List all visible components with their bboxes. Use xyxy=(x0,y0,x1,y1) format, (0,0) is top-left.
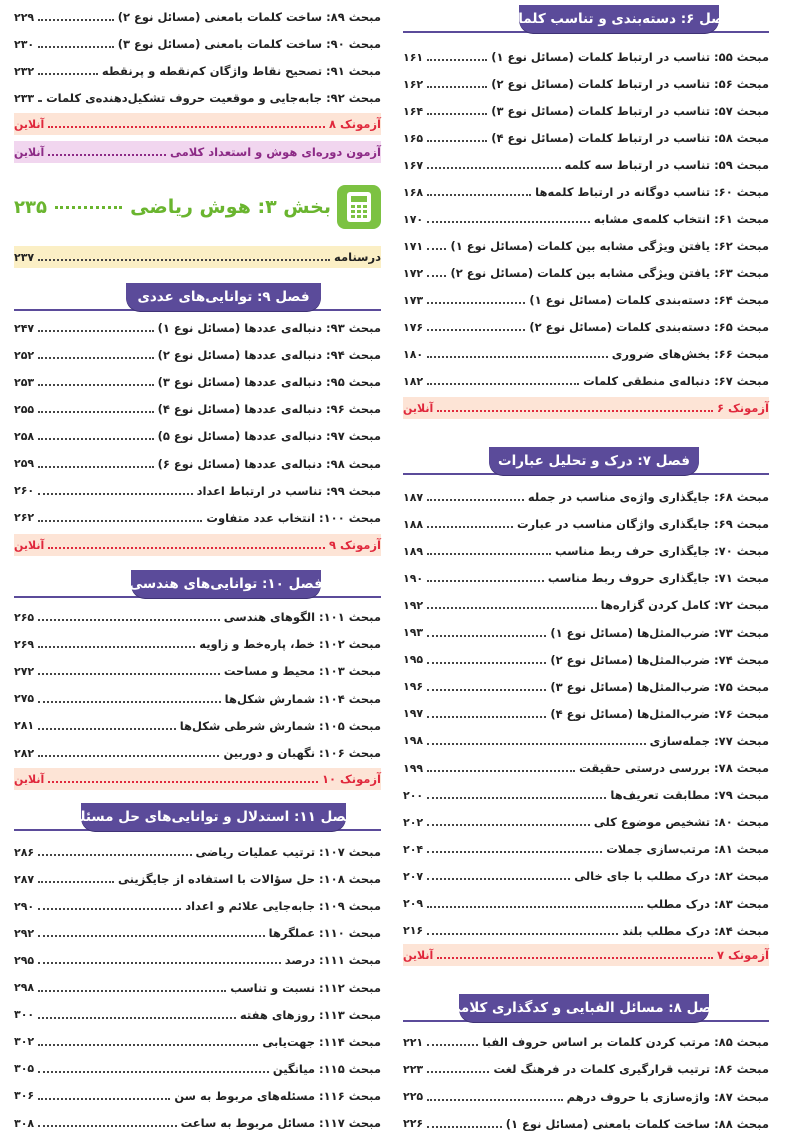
toc-entry xyxy=(403,893,769,915)
toc-entry-page: ۱۷۲ xyxy=(403,266,424,280)
part-title: بخش ۳: هوش ریاضی xyxy=(130,196,331,218)
toc-entry-title: مبحث ۷۵: ضرب‌المثل‌ها (مسائل نوع ۳) xyxy=(550,679,769,694)
dot-leader xyxy=(427,878,570,880)
dot-leader xyxy=(38,411,153,413)
toc-entry-page: ۲۸۷ xyxy=(14,872,35,886)
dot-leader xyxy=(427,553,551,555)
toc-entry-title: مبحث ۱۰۳: محیط و مساحت xyxy=(223,664,381,679)
toc-entry-page: ۱۶۷ xyxy=(403,158,424,172)
toc-entry-title: مبحث ۹۳: دنباله‌ی عددها (مسائل نوع ۱) xyxy=(157,321,381,335)
toc-entry xyxy=(14,6,381,28)
chapter-heading: فصل ۷: درک و تحلیل عبارات xyxy=(489,447,699,475)
toc-entry xyxy=(403,757,769,779)
toc-entry xyxy=(14,922,381,944)
toc-entry-page: ۳۰۵ xyxy=(14,1062,35,1076)
toc-entry-title: مبحث ۶۲: یافتن ویژگی مشابه بین کلمات (مسائل نوع ۱) xyxy=(450,239,769,253)
toc-entry xyxy=(403,513,769,535)
toc-entry-page: ۱۸۰ xyxy=(403,347,424,361)
toc-entry xyxy=(403,1031,769,1053)
toc-entry-title: مبحث ۶۵: دسته‌بندی کلمات (مسائل نوع ۲) xyxy=(529,320,769,334)
dot-leader xyxy=(38,330,153,332)
dot-leader xyxy=(38,673,220,675)
toc-entry xyxy=(403,920,769,942)
toc-entry-title: مبحث ۱۰۵: شمارش شرطی شکل‌ها xyxy=(179,718,381,733)
toc-entry xyxy=(403,1058,769,1080)
dot-leader xyxy=(38,728,176,730)
dot-leader xyxy=(38,646,195,648)
toc-entry xyxy=(14,633,381,655)
toc-entry-page: آنلاین xyxy=(14,538,45,552)
dot-leader xyxy=(427,851,602,853)
dot-leader xyxy=(38,854,191,856)
toc-entry-page: ۲۹۸ xyxy=(14,981,35,994)
dot-leader xyxy=(427,383,579,385)
dot-leader xyxy=(427,59,487,61)
part-page: ۲۳۵ xyxy=(14,196,47,218)
dot-leader xyxy=(38,962,281,964)
toc-entry xyxy=(14,660,381,682)
toc-entry-title: مبحث ۱۱۳: روزهای هفته xyxy=(239,1007,381,1022)
toc-entry-page: ۱۹۷ xyxy=(403,707,424,721)
toc-entry xyxy=(403,865,769,887)
toc-entry-page: ۲۴۷ xyxy=(14,321,35,335)
toc-entry-page: ۲۸۱ xyxy=(14,719,35,733)
dot-leader xyxy=(427,797,606,799)
chapter-heading: فصل ۶: دسته‌بندی و تناسب کلمات xyxy=(519,5,719,33)
toc-entry xyxy=(14,1058,381,1080)
toc-entry-title: مبحث ۹۱: تصحیح نقاط واژگان کم‌نقطه و پرنقطه xyxy=(101,64,381,78)
toc-entry-page: ۲۹۰ xyxy=(14,899,35,913)
dot-leader xyxy=(38,100,42,102)
dot-leader xyxy=(427,607,596,609)
toc-entry xyxy=(403,784,769,806)
toc-entry-page: ۱۹۰ xyxy=(403,571,424,585)
toc-entry-page: ۲۳۰ xyxy=(14,37,35,51)
toc-entry-title: مبحث ۸۴: درک مطلب بلند xyxy=(622,923,769,938)
dot-leader xyxy=(437,410,713,412)
toc-entry-page: ۲۰۷ xyxy=(403,869,424,883)
dot-leader xyxy=(38,1017,236,1019)
toc-entry-title: مبحث ۱۰۴: شمارش شکل‌ها xyxy=(224,691,381,706)
chapter-heading: فصل ۱۰: توانایی‌های هندسی xyxy=(131,570,321,598)
toc-entry-title: مبحث ۸۲: درک مطلب با جای خالی xyxy=(574,869,769,884)
dot-leader xyxy=(38,466,153,468)
toc-entry-page: ۲۰۰ xyxy=(403,788,424,802)
dot-leader xyxy=(38,19,114,21)
toc-entry-title: مبحث ۹۴: دنباله‌ی عددها (مسائل نوع ۲) xyxy=(157,348,381,363)
toc-entry-page: ۳۰۸ xyxy=(14,1116,35,1130)
toc-entry xyxy=(403,208,769,230)
toc-entry-title: مبحث ۷۱: جایگذاری حروف ربط مناسب xyxy=(547,571,769,586)
toc-entry xyxy=(403,540,769,562)
toc-entry-page: ۲۳۲ xyxy=(14,64,35,78)
toc-entry-page: ۱۶۲ xyxy=(403,77,424,91)
part-heading xyxy=(14,182,381,232)
dot-leader xyxy=(427,1044,478,1046)
dot-leader xyxy=(427,194,531,196)
toc-entry xyxy=(403,486,769,508)
toc-entry-page: ۱۶۱ xyxy=(403,50,424,64)
toc-entry-page: ۲۹۵ xyxy=(14,953,35,967)
dot-leader xyxy=(427,221,590,223)
toc-entry-title: درسنامه xyxy=(334,250,381,264)
toc-entry-title: مبحث ۱۰۰: انتخاب عدد متفاوت xyxy=(206,510,381,525)
dot-leader xyxy=(427,526,513,528)
toc-entry-title: آزمون دوره‌ای هوش و استعداد کلامی xyxy=(170,145,381,159)
periodic-exam-entry xyxy=(14,141,381,163)
dot-leader xyxy=(38,520,202,522)
toc-entry-title: مبحث ۶۰: تناسب دوگانه در ارتباط کلمه‌ها xyxy=(535,185,769,199)
toc-entry-page: ۲۷۲ xyxy=(14,664,35,678)
toc-entry-title: مبحث ۵۷: تناسب در ارتباط کلمات (مسائل نوع ۳) xyxy=(491,104,769,118)
toc-entry-page: آنلاین xyxy=(14,772,45,786)
toc-entry xyxy=(403,181,769,203)
toc-entry-title: مبحث ۵۸: تناسب در ارتباط کلمات (مسائل نوع ۴) xyxy=(491,131,769,145)
toc-entry xyxy=(403,622,769,644)
dot-leader xyxy=(38,73,98,75)
toc-entry xyxy=(403,73,769,95)
toc-entry-page: ۲۰۴ xyxy=(403,842,424,856)
dot-leader xyxy=(38,259,330,261)
dot-leader xyxy=(38,619,220,621)
toc-entry-title: مبحث ۸۸: ساخت کلمات بامعنی (مسائل نوع ۱) xyxy=(505,1116,769,1131)
dot-leader xyxy=(427,1099,563,1101)
toc-entry xyxy=(14,715,381,737)
dot-leader xyxy=(38,384,153,386)
toc-entry xyxy=(403,289,769,311)
toc-entry-title: آزمونک ۷ xyxy=(716,948,769,962)
toc-entry-title: مبحث ۹۸: دنباله‌ی عددها (مسائل نوع ۶) xyxy=(157,456,381,471)
dot-leader xyxy=(427,662,546,664)
toc-entry-page: ۱۸۸ xyxy=(403,517,424,531)
dot-leader xyxy=(38,46,114,48)
dot-leader xyxy=(38,701,221,703)
chapter-heading: فصل ۸: مسائل الفبایی و کدگذاری کلامی xyxy=(459,994,709,1022)
toc-entry-title: مبحث ۹۵: دنباله‌ی عددها (مسائل نوع ۳) xyxy=(157,375,381,390)
dot-leader xyxy=(427,770,575,772)
toc-entry-title: مبحث ۹۹: تناسب در ارتباط اعداد xyxy=(196,483,381,498)
dot-leader xyxy=(427,743,645,745)
toc-entry-page: ۲۶۲ xyxy=(14,511,35,525)
toc-entry-page: ۲۶۰ xyxy=(14,484,35,498)
toc-entry-title: مبحث ۶۸: جایگذاری واژه‌ی مناسب در جمله xyxy=(527,490,769,504)
toc-entry-title: مبحث ۱۱۷: مسائل مربوط به ساعت xyxy=(180,1116,381,1130)
dot-leader xyxy=(427,580,544,582)
dot-leader xyxy=(427,906,642,908)
toc-entry-page: ۲۲۹ xyxy=(14,10,35,24)
toc-entry-page: ۲۰۹ xyxy=(403,897,424,910)
quiz-entry xyxy=(403,944,769,966)
toc-entry-title: مبحث ۸۷: واژه‌سازی با حروف درهم xyxy=(566,1089,769,1104)
toc-entry-page: ۲۶۹ xyxy=(14,637,35,651)
toc-entry xyxy=(403,676,769,698)
toc-entry-page: ۱۹۲ xyxy=(403,598,424,612)
toc-entry-page: ۱۷۳ xyxy=(403,293,424,307)
toc-entry xyxy=(403,100,769,122)
toc-entry xyxy=(403,235,769,257)
toc-entry xyxy=(14,87,381,109)
toc-entry-page: ۲۵۲ xyxy=(14,348,35,362)
chapter-heading: فصل ۹: توانایی‌های عددی xyxy=(126,283,321,311)
toc-entry xyxy=(14,60,381,82)
toc-entry-title: مبحث ۵۶: تناسب در ارتباط کلمات (مسائل نوع ۲) xyxy=(491,77,769,91)
dot-leader xyxy=(38,1044,258,1046)
toc-entry xyxy=(14,688,381,710)
dot-leader xyxy=(427,824,590,826)
dot-leader xyxy=(38,438,153,440)
toc-entry-title: مبحث ۶۴: دسته‌بندی کلمات (مسائل نوع ۱) xyxy=(529,293,769,307)
dot-leader xyxy=(38,357,153,359)
dot-leader xyxy=(48,126,325,128)
toc-entry-page: ۲۵۸ xyxy=(14,429,35,443)
dot-leader xyxy=(427,635,546,637)
toc-entry xyxy=(403,649,769,671)
toc-entry xyxy=(403,838,769,860)
toc-entry-page: ۲۸۲ xyxy=(14,746,35,760)
toc-entry-page: ۱۸۷ xyxy=(403,490,424,504)
toc-entry-title: مبحث ۷۶: ضرب‌المثل‌ها (مسائل نوع ۴) xyxy=(550,706,769,721)
toc-entry-page: ۲۵۵ xyxy=(14,402,35,416)
toc-entry-title: مبحث ۱۱۲: نسبت و تناسب xyxy=(230,980,381,995)
toc-entry xyxy=(14,344,381,366)
toc-entry-page: ۲۲۱ xyxy=(403,1035,424,1049)
toc-entry xyxy=(403,567,769,589)
toc-entry-page: ۲۰۲ xyxy=(403,815,424,829)
dot-leader xyxy=(48,154,166,156)
toc-entry-title: مبحث ۷۳: ضرب‌المثل‌ها (مسائل نوع ۱) xyxy=(550,625,769,640)
toc-entry xyxy=(14,398,381,420)
toc-entry-title: مبحث ۸۶: ترتیب قرارگیری کلمات در فرهنگ لغت xyxy=(493,1062,769,1077)
calculator-icon xyxy=(337,185,381,229)
dot-leader xyxy=(427,1071,489,1073)
toc-entry-title: مبحث ۱۰۱: الگوهای هندسی xyxy=(223,610,381,624)
dot-leader xyxy=(427,689,546,691)
dot-leader xyxy=(38,1125,176,1127)
toc-entry xyxy=(14,868,381,890)
toc-entry-page: ۲۲۳ xyxy=(403,1062,424,1076)
toc-entry-page: ۱۹۵ xyxy=(403,653,424,667)
toc-entry-page: ۲۹۲ xyxy=(14,926,35,940)
toc-entry-title: مبحث ۸۵: مرتب کردن کلمات بر اساس حروف الفبا xyxy=(482,1035,769,1049)
toc-entry-title: آزمونک ۱۰ xyxy=(321,772,381,786)
toc-entry-page: ۲۲۵ xyxy=(403,1090,424,1104)
dot-leader xyxy=(38,755,219,757)
toc-entry xyxy=(14,841,381,863)
toc-entry xyxy=(14,949,381,971)
toc-entry-title: مبحث ۱۱۵: میانگین xyxy=(272,1061,381,1076)
toc-entry-page: ۱۹۸ xyxy=(403,734,424,748)
toc-entry-title: مبحث ۱۰۲: خط، پاره‌خط و زاویه xyxy=(199,637,381,652)
dot-leader xyxy=(38,990,226,992)
toc-entry-page: آنلاین xyxy=(403,948,434,962)
toc-entry xyxy=(14,1112,381,1134)
toc-entry-title: مبحث ۱۰۶: نگهبان و دوربین xyxy=(223,746,381,760)
toc-entry-page: ۱۷۰ xyxy=(403,212,424,226)
toc-entry-page: ۱۶۵ xyxy=(403,131,424,145)
toc-entry-title: مبحث ۹۶: دنباله‌ی عددها (مسائل نوع ۴) xyxy=(157,402,381,417)
toc-entry xyxy=(403,370,769,392)
toc-entry-page: ۲۳۷ xyxy=(14,250,35,264)
dot-leader xyxy=(38,935,265,937)
toc-entry xyxy=(403,316,769,338)
dot-leader xyxy=(48,781,318,783)
dot-leader xyxy=(38,493,192,495)
quiz-entry xyxy=(14,113,381,135)
dot-leader xyxy=(427,113,487,115)
toc-entry xyxy=(14,742,381,764)
toc-entry-page: ۱۹۳ xyxy=(403,626,424,639)
toc-entry-page: ۳۰۰ xyxy=(14,1008,35,1022)
toc-entry-page: ۱۷۱ xyxy=(403,239,424,253)
toc-entry-page: آنلاین xyxy=(14,117,45,131)
toc-entry-page: ۲۸۶ xyxy=(14,845,35,859)
dot-leader xyxy=(427,302,525,304)
toc-entry-title: مبحث ۹۰: ساخت کلمات بامعنی (مسائل نوع ۳) xyxy=(117,37,381,51)
toc-entry xyxy=(14,606,381,628)
toc-entry-title: مبحث ۷۰: جایگذاری حرف ربط مناسب xyxy=(555,544,769,559)
toc-entry-title: مبحث ۷۷: جمله‌سازی xyxy=(649,733,769,748)
toc-entry-title: مبحث ۱۱۶: مسئله‌های مربوط به سن xyxy=(174,1088,381,1103)
toc-entry xyxy=(403,594,769,616)
toc-entry-title: آزمونک ۹ xyxy=(328,538,381,552)
toc-entry-page: ۲۶۵ xyxy=(14,610,35,624)
toc-entry xyxy=(14,507,381,529)
toc-entry-page: ۱۹۶ xyxy=(403,680,424,694)
dot-leader xyxy=(427,716,546,718)
dot-leader xyxy=(38,881,114,883)
toc-entry xyxy=(14,1031,381,1053)
toc-entry xyxy=(403,1113,769,1135)
toc-entry-title: مبحث ۱۱۴: جهت‌یابی xyxy=(262,1034,381,1049)
quiz-entry xyxy=(14,768,381,790)
toc-entry xyxy=(14,480,381,502)
intro-entry xyxy=(14,246,381,268)
toc-entry xyxy=(403,262,769,284)
toc-entry-page: آنلاین xyxy=(14,145,45,159)
toc-entry xyxy=(403,1086,769,1108)
toc-entry xyxy=(14,977,381,999)
toc-entry-page: ۱۸۲ xyxy=(403,374,424,388)
toc-entry-title: مبحث ۹۷: دنباله‌ی عددها (مسائل نوع ۵) xyxy=(157,429,381,444)
dot-leader xyxy=(427,167,560,169)
toc-entry-page: ۳۰۶ xyxy=(14,1089,35,1103)
toc-entry-page: ۲۷۵ xyxy=(14,692,35,706)
dot-leader xyxy=(437,957,713,959)
toc-entry-title: مبحث ۶۹: جایگذاری واژگان مناسب در عبارت xyxy=(516,517,769,532)
toc-entry xyxy=(14,317,381,339)
toc-entry-title: مبحث ۵۵: تناسب در ارتباط کلمات (مسائل نوع ۱) xyxy=(491,50,769,64)
toc-entry-title: مبحث ۸۰: تشخیص موضوع کلی xyxy=(593,815,769,830)
toc-entry-page: ۱۹۹ xyxy=(403,761,424,775)
toc-entry-page: ۲۵۹ xyxy=(14,457,35,470)
toc-entry-title: مبحث ۶۱: انتخاب کلمه‌ی مشابه xyxy=(593,212,769,226)
toc-entry xyxy=(14,1004,381,1026)
toc-entry-page: ۱۸۹ xyxy=(403,544,424,558)
toc-entry-title: مبحث ۸۹: ساخت کلمات بامعنی (مسائل نوع ۲) xyxy=(117,10,381,24)
toc-entry-title: مبحث ۶۳: یافتن ویژگی مشابه بین کلمات (مسائل نوع ۲) xyxy=(450,266,769,280)
dot-leader xyxy=(427,1126,502,1128)
toc-entry xyxy=(14,453,381,475)
toc-entry-title: مبحث ۱۰۹: جابه‌جایی علائم و اعداد xyxy=(185,899,381,914)
toc-entry-title: مبحث ۹۲: جابه‌جایی و موقعیت حروف تشکیل‌دهنده‌ی کلمات xyxy=(46,91,381,105)
dot-leader xyxy=(427,499,524,501)
dot-leader xyxy=(427,933,618,935)
toc-entry-page: ۱۷۶ xyxy=(403,320,424,334)
toc-entry xyxy=(14,895,381,917)
toc-entry xyxy=(403,811,769,833)
toc-entry-title: مبحث ۱۱۰: عملگرها xyxy=(268,926,381,941)
dot-leader xyxy=(427,248,446,250)
toc-entry-page: آنلاین xyxy=(403,401,434,415)
toc-entry-page: ۲۲۶ xyxy=(403,1117,424,1131)
toc-entry-title: مبحث ۶۷: دنباله‌ی منطقی کلمات xyxy=(583,374,769,388)
dot-leader xyxy=(55,206,122,209)
toc-entry-title: مبحث ۱۰۸: حل سؤالات با استفاده از جایگزینی xyxy=(118,872,381,887)
toc-entry-title: مبحث ۷۴: ضرب‌المثل‌ها (مسائل نوع ۲) xyxy=(550,652,769,667)
toc-entry xyxy=(403,703,769,725)
toc-entry-title: مبحث ۵۹: تناسب در ارتباط سه کلمه xyxy=(564,158,769,172)
toc-entry-title: مبحث ۸۱: مرتب‌سازی جملات xyxy=(606,842,769,857)
dot-leader xyxy=(38,908,181,910)
toc-entry-title: مبحث ۱۰۷: ترتیب عملیات ریاضی xyxy=(195,845,381,859)
toc-entry-page: ۱۶۴ xyxy=(403,104,424,118)
quiz-entry xyxy=(14,534,381,556)
toc-entry-title: آزمونک ۸ xyxy=(328,117,381,131)
toc-entry xyxy=(14,425,381,447)
toc-entry-page: ۱۶۸ xyxy=(403,185,424,199)
dot-leader xyxy=(427,329,525,331)
toc-entry xyxy=(403,154,769,176)
dot-leader xyxy=(38,1098,170,1100)
toc-entry-page: ۲۳۳ xyxy=(14,91,35,105)
toc-entry-title: مبحث ۷۹: مطابقت تعریف‌ها xyxy=(610,788,769,803)
toc-entry xyxy=(14,1085,381,1107)
dot-leader xyxy=(427,356,608,358)
toc-entry xyxy=(403,343,769,365)
toc-entry xyxy=(14,371,381,393)
chapter-heading: فصل ۱۱: استدلال و توانایی‌های حل مسئله xyxy=(81,803,346,831)
toc-entry xyxy=(403,127,769,149)
toc-entry-title: مبحث ۶۶: بخش‌های ضروری xyxy=(611,347,769,361)
dot-leader xyxy=(427,140,487,142)
toc-entry-title: آزمونک ۶ xyxy=(716,401,769,415)
toc-entry xyxy=(14,33,381,55)
toc-entry-title: مبحث ۱۱۱: درصد xyxy=(284,953,381,968)
toc-entry xyxy=(403,730,769,752)
toc-entry-title: مبحث ۷۸: بررسی درستی حقیقت xyxy=(579,761,769,775)
toc-entry-page: ۲۵۳ xyxy=(14,375,35,389)
dot-leader xyxy=(48,547,325,549)
dot-leader xyxy=(427,275,446,277)
toc-entry-page: ۳۰۲ xyxy=(14,1035,35,1049)
toc-entry xyxy=(403,46,769,68)
dot-leader xyxy=(427,86,487,88)
dot-leader xyxy=(38,1071,269,1073)
toc-entry-page: ۲۱۶ xyxy=(403,924,424,938)
toc-entry-title: مبحث ۷۲: کامل کردن گزاره‌ها xyxy=(600,598,769,613)
toc-entry-title: مبحث ۸۳: درک مطلب xyxy=(646,896,769,911)
quiz-entry xyxy=(403,397,769,419)
